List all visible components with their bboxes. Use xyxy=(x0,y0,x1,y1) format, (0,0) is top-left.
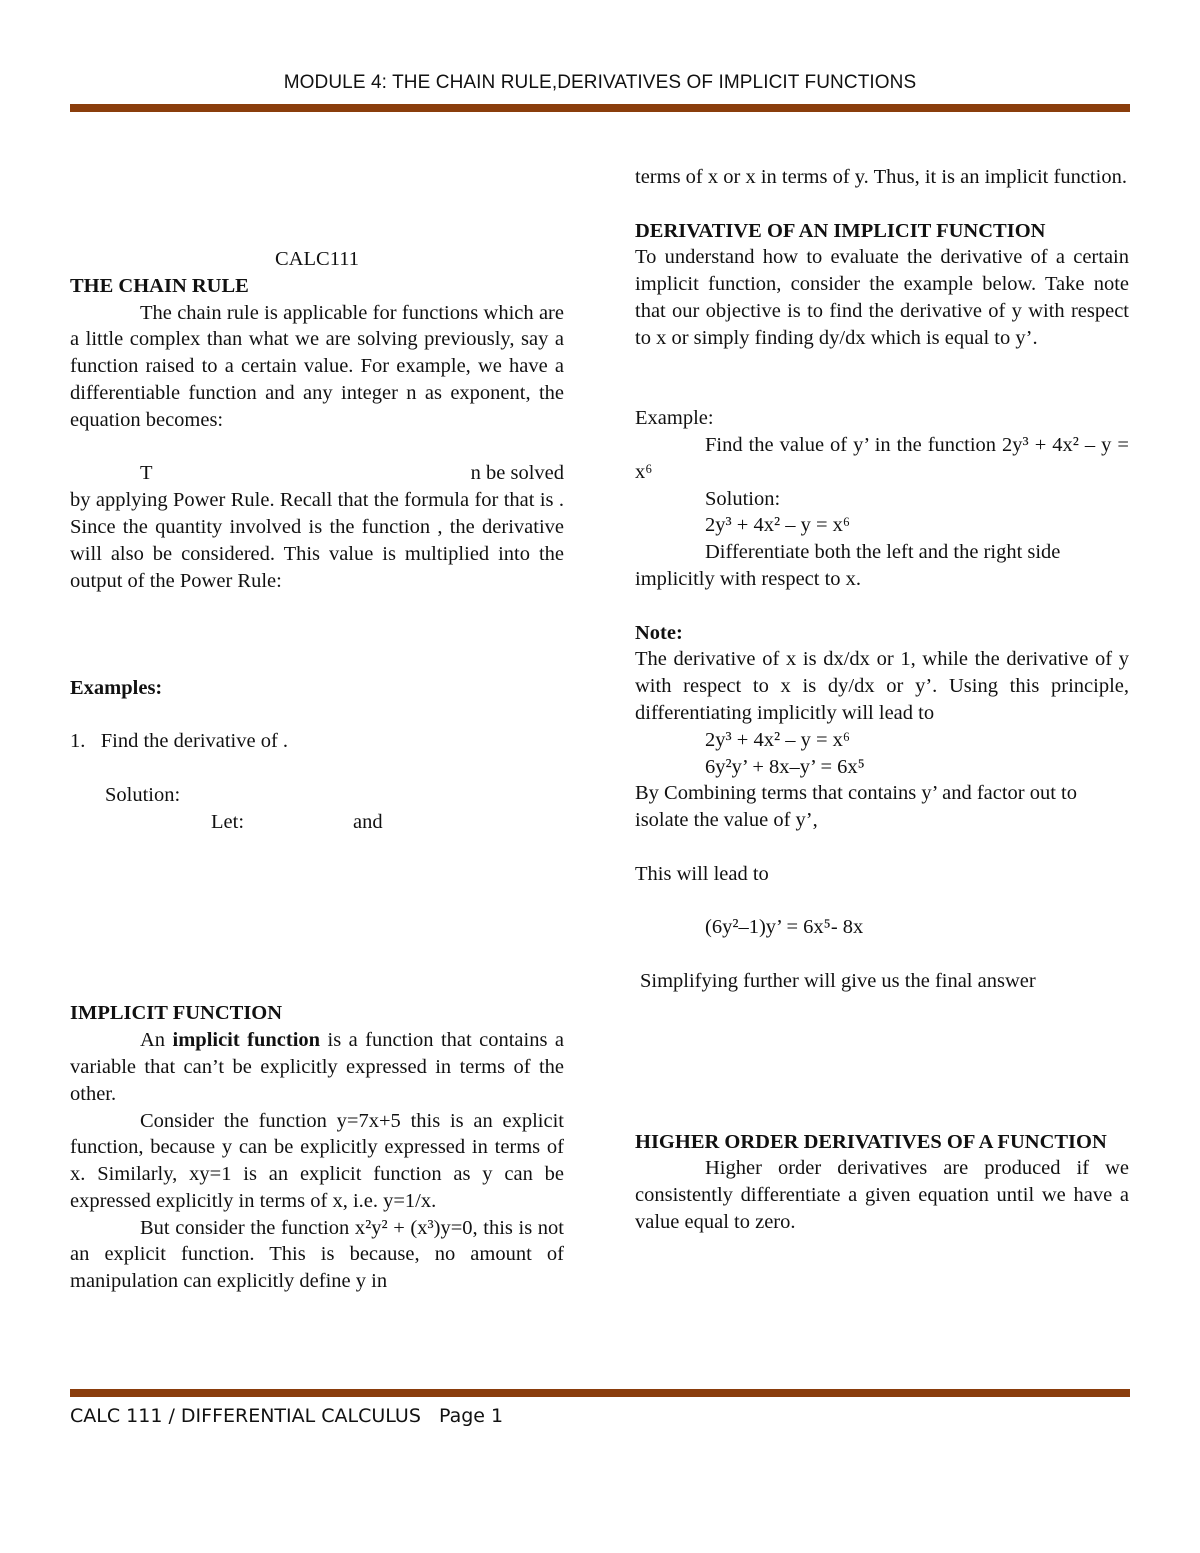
implicit-paragraph-1 xyxy=(70,1027,564,1107)
equation-4: (6y²–1)y’ = 6x⁵- 8x xyxy=(705,916,864,939)
combine-text: By Combining terms that contains y’ and factor out to isolate the value of y’, xyxy=(635,782,1078,832)
example-1: 1. Find the derivative of . xyxy=(70,730,289,753)
differentiate-text: Differentiate both the left and the right side implicitly with respect to x. xyxy=(635,541,1061,590)
implicit-p1-pre: An xyxy=(140,1029,166,1052)
footer-rule xyxy=(70,1389,1130,1397)
course-code: CALC111 xyxy=(275,248,359,270)
page-footer: CALC 111 / DIFFERENTIAL CALCULUS Page 1 xyxy=(70,1405,504,1427)
note-paragraph: The derivative of x is dx/dx or 1, while the derivative of y with respect to x is dy/dx or y’. Using this principle, differentiating implicitly will lead to xyxy=(635,648,1129,724)
solution-label-right: Solution: xyxy=(705,487,781,510)
higher-order-paragraph: Higher order derivatives are produced if we consistently differentiate a given equation until we have a value equal to zero. xyxy=(635,1157,1129,1234)
solution-label: Solution: xyxy=(105,783,181,806)
example-label: Example: xyxy=(635,407,714,430)
and-label: and xyxy=(353,810,383,833)
let-label: Let: xyxy=(211,810,245,833)
chain-rule-heading: THE CHAIN RULE xyxy=(70,274,249,297)
equation-3: 6y²y’ + 8x–y’ = 6x⁵ xyxy=(705,755,865,778)
fragment-t: T xyxy=(140,462,153,485)
right-column xyxy=(635,164,1129,1236)
implicit-p1-post: is a function that contains a variable that can’t be explicitly expressed in terms of the other. xyxy=(70,1029,565,1105)
note-heading: Note: xyxy=(635,621,683,644)
implicit-function-heading: IMPLICIT FUNCTION xyxy=(70,1002,283,1025)
implicit-paragraph-2: Consider the function y=7x+5 this is an explicit function, because y can be explicitly expressed in terms of x. Similarly, xy=1 is an explicit function as y can be expressed explicitly in terms of x, i.e. y=1/x. xyxy=(70,1109,564,1212)
left-column xyxy=(70,246,564,1295)
example-problem: Find the value of y’ in the function 2y³ + 4x² – y = x⁶ xyxy=(635,433,1129,483)
derivative-paragraph: To understand how to evaluate the derivative of a certain implicit function, consider the example below. Take note that our objective is to find the derivative of y with respect to x or simply finding dy/dx which is equal to y’. xyxy=(635,246,1129,349)
formula-line-fragments xyxy=(70,460,564,487)
fragment-n-be-solved: n be solved xyxy=(470,462,564,485)
chain-rule-paragraph: The chain rule is applicable for functions which are a little complex than what we are solving previously, say a function raised to a certain value. For example, we have a differentiable function and any integer n as exponent, the equation becomes: xyxy=(70,301,564,431)
higher-order-heading: HIGHER ORDER DERIVATIVES OF A FUNCTION xyxy=(635,1130,1107,1153)
equation-2: 2y³ + 4x² – y = x⁶ xyxy=(705,728,851,751)
power-rule-paragraph: by applying Power Rule. Recall that the formula for that is . Since the quantity involved is the function , the derivative will also be considered. This value is multiplied into the output of the Power Rule: xyxy=(70,489,564,592)
simplify-text: Simplifying further will give us the final answer xyxy=(640,969,1036,992)
implicit-paragraph-3: But consider the function x²y² + (x³)y=0, this is not an explicit function. This is because, no amount of manipulation can explicitly define y in xyxy=(70,1216,564,1293)
equation-1: 2y³ + 4x² – y = x⁶ xyxy=(705,514,851,537)
page-header-title: MODULE 4: THE CHAIN RULE,DERIVATIVES OF IMPLICIT FUNCTIONS xyxy=(283,72,917,93)
lead-text: This will lead to xyxy=(635,862,769,885)
examples-heading: Examples: xyxy=(70,676,163,699)
header-rule xyxy=(70,104,1130,112)
implicit-p1-bold: implicit function xyxy=(172,1029,321,1052)
derivative-implicit-heading: DERIVATIVE OF AN IMPLICIT FUNCTION xyxy=(635,219,1046,242)
continuation-text: terms of x or x in terms of y. Thus, it is an implicit function. xyxy=(635,166,1127,188)
let-line xyxy=(70,809,564,836)
